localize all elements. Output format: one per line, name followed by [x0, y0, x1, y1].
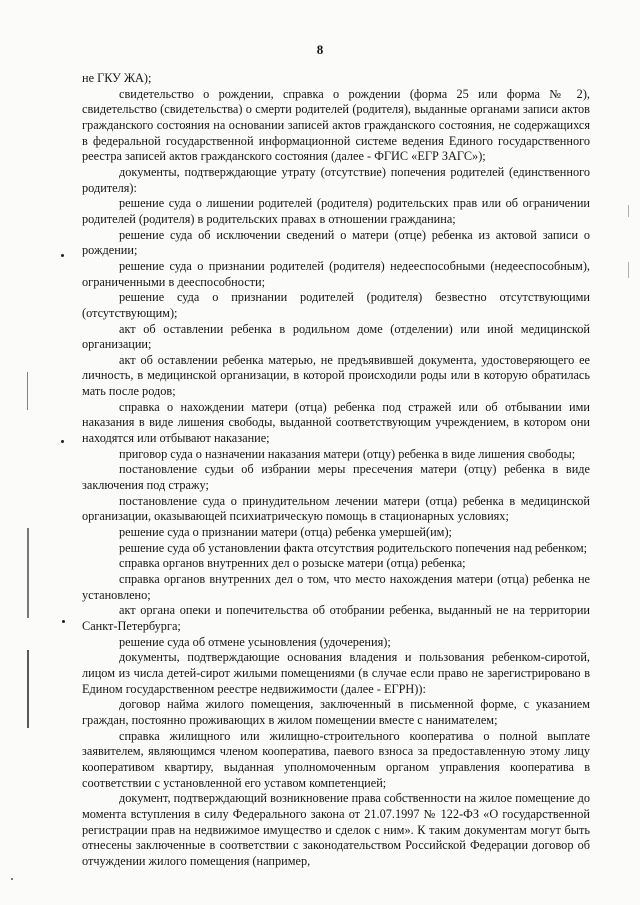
- paragraph: свидетельство о рождении, справка о рождении (форма 25 или форма № 2), свидетельство (свидетельства) о смерти родителей (родителя), выданные органами записи актов гражданского состояния на основании записей актов гражданского состояния, не содержащихся в федеральной государственной информационной системе ведения Единого государственного реестра записей актов гражданского состояния (далее - ФГИС «ЕГР ЗАГС»);: [82, 86, 590, 164]
- paragraph: акт об оставлении ребенка в родильном доме (отделении) или иной медицинской организации;: [82, 321, 590, 352]
- scan-binding-mark: [27, 650, 29, 728]
- paragraph: решение суда об отмене усыновления (удочерения);: [119, 634, 391, 649]
- scan-edge-mark: [628, 205, 629, 217]
- paragraph: решение суда об установлении факта отсутствия родительского попечения над ребенком;: [119, 540, 588, 555]
- paragraph: акт об оставлении ребенка матерью, не предъявившей документа, удостоверяющего ее личность, в медицинской организации, в которой происходили роды или в которую обратилась мать после родов;: [82, 352, 590, 399]
- paragraph: справка органов внутренних дел о том, что место нахождения матери (отца) ребенка не установлено;: [82, 572, 590, 602]
- paragraph: постановление судьи об избрании меры пресечения матери (отцу) ребенка в виде заключения под стражу;: [82, 462, 590, 493]
- paragraph: справка органов внутренних дел о розыске матери (отца) ребенка;: [119, 556, 466, 571]
- paragraph: решение суда о признании матери (отца) ребенка умершей(им);: [119, 525, 452, 540]
- paragraph: документы, подтверждающие утрату (отсутствие) попечения родителей (единственного родителя):: [82, 164, 590, 195]
- scan-dot: [61, 440, 64, 443]
- paragraph: постановление суда о принудительном лечении матери (отца) ребенка в медицинской организации, оказывающей психиатрическую помощь в стационарных условиях;: [82, 493, 590, 524]
- paragraph: не ГКУ ЖА);: [82, 71, 152, 85]
- paragraph: решение суда о лишении родителей (родителя) родительских прав или об ограничении родителей (родителя) в родительских правах в отношении гражданина;: [82, 196, 590, 226]
- paragraph: решение суда о признании родителей (родителя) безвестно отсутствующими (отсутствующим);: [82, 290, 590, 320]
- paragraph: документ, подтверждающий возникновение права собственности на жилое помещение до момента вступления в силу Федерального закона от 21.07.1997 № 122-ФЗ «О государственной регистрации прав на недвижимое имущество и сделок с ним». К таким документам могут быть отнесены заключенные в соответствии с законодательством Российской Федерации договор об отчуждении жилого помещения (например,: [82, 791, 590, 868]
- paragraph: акт органа опеки и попечительства об отобрании ребенка, выданный не на территории Санкт-Петербурга;: [82, 603, 590, 633]
- paragraph: документы, подтверждающие основания владения и пользования ребенком-сиротой, лицом из числа детей-сирот жилыми помещениями (в случае если право не зарегистрировано в Едином государственном реестре недвижимости (далее - ЕГРН)):: [82, 650, 590, 696]
- paragraph: решение суда о признании родителей (родителя) недееспособными (недееспособным), ограниченными в дееспособности;: [82, 258, 590, 289]
- paragraph: решение суда об исключении сведений о матери (отце) ребенка из актовой записи о рождении;: [82, 227, 590, 258]
- paragraph: приговор суда о назначении наказания матери (отцу) ребенка в виде лишения свободы;: [119, 446, 576, 461]
- page-number: 8: [316, 42, 324, 57]
- scan-dot: [62, 620, 65, 623]
- scan-dot: [61, 254, 64, 257]
- scan-binding-mark: [27, 528, 29, 618]
- paragraph: договор найма жилого помещения, заключенный в письменной форме, с указанием граждан, постоянно проживающих в жилом помещении вместе с нанимателем;: [82, 697, 590, 727]
- scan-binding-mark: [27, 372, 28, 410]
- paragraph: справка о нахождении матери (отца) ребенка под стражей или об отбывании ими наказания в виде лишения свободы, выданной соответствующим учреждением, в котором они находятся или отбывают наказание;: [82, 399, 590, 446]
- scan-edge-mark: [628, 262, 629, 278]
- scan-dot: [11, 878, 13, 880]
- paragraph: справка жилищного или жилищно-строительного кооператива о полной выплате заявителем, являющимся членом кооператива, паевого взноса за предоставленную этому лицу кооперативом квартиру, выданная уполномоченным органом управления кооператива в соответствии с установленной его уставом компетенцией;: [82, 728, 590, 790]
- document-body: [82, 71, 590, 869]
